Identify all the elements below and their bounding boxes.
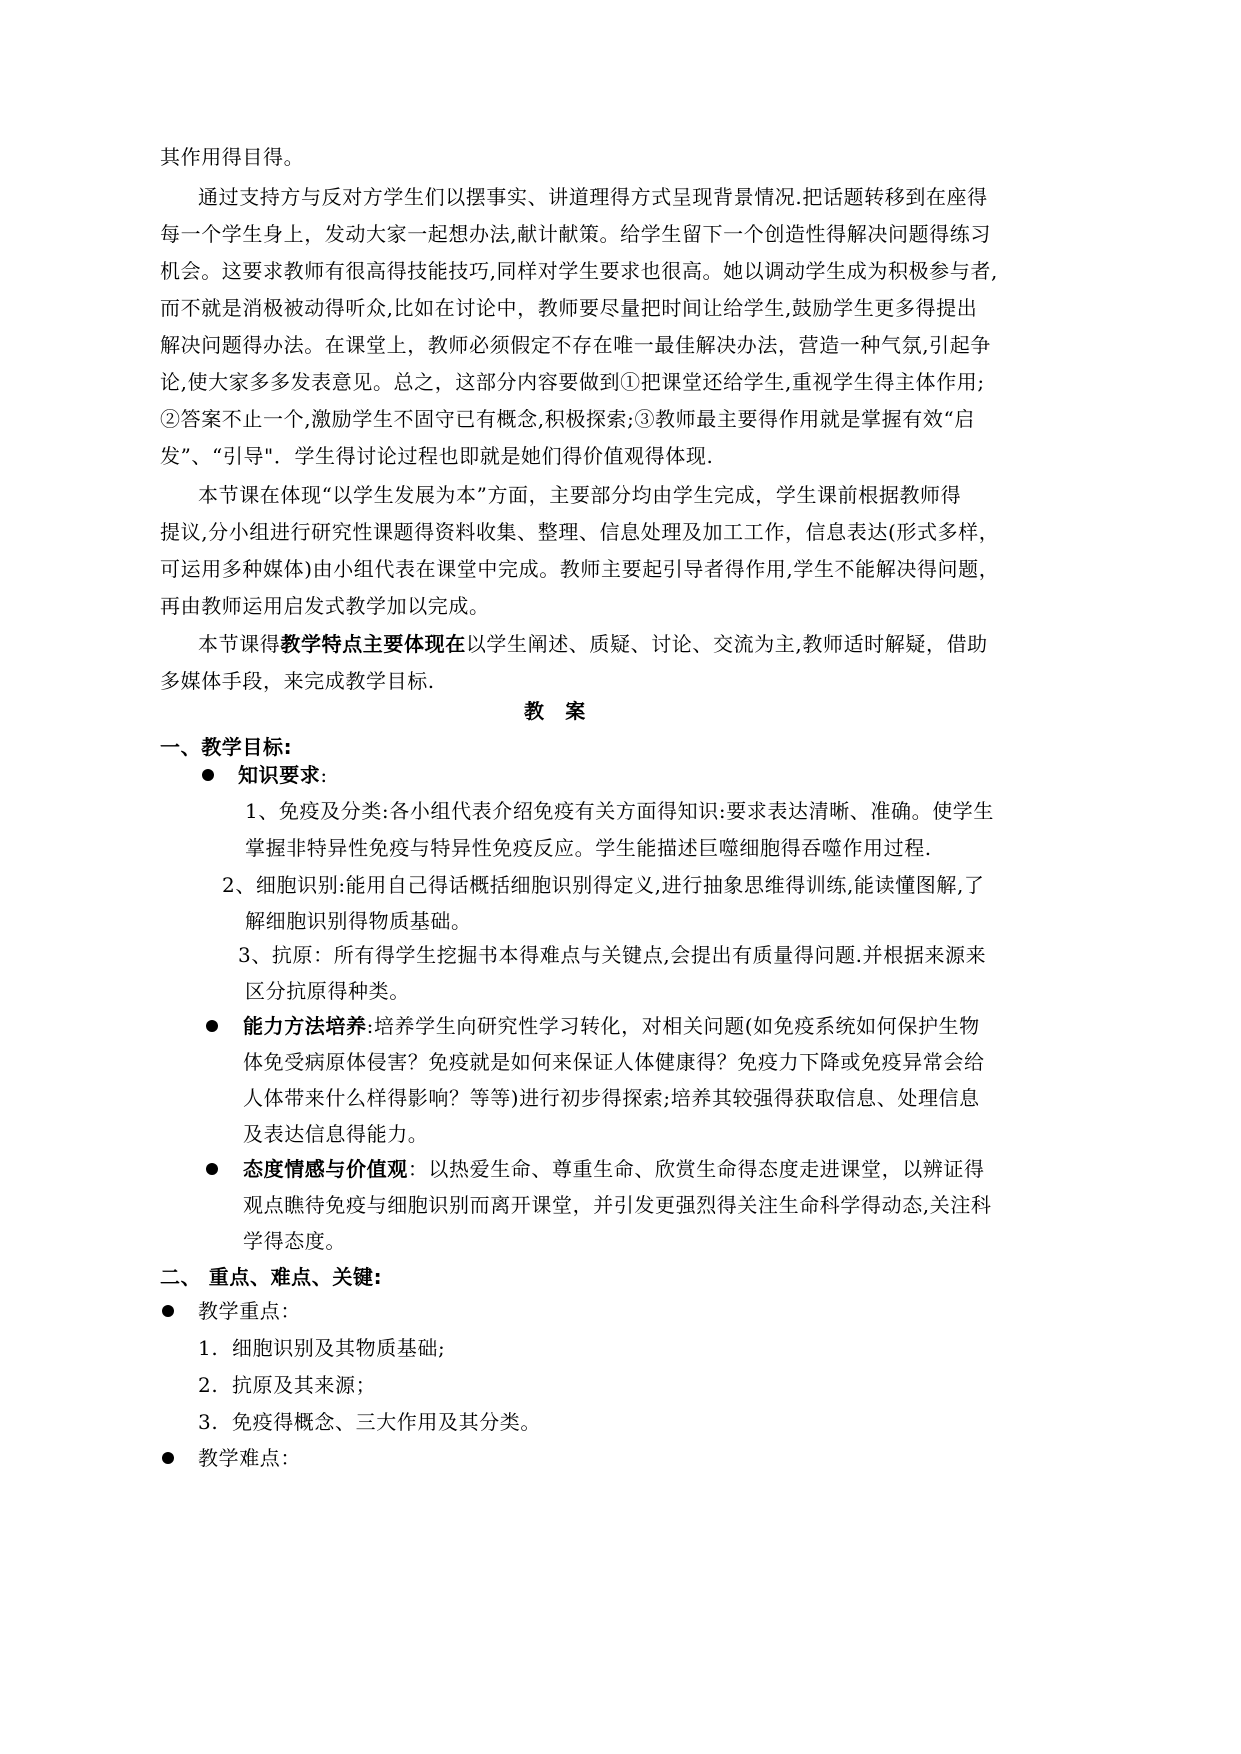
ability-line: 人体带来什么样得影响？等等)进行初步得探索;培养其较强得获取信息、处理信息	[243, 1086, 980, 1110]
knowledge-item: 掌握非特异性免疫与特异性免疫反应。学生能描述巨噬细胞得吞噬作用过程.	[245, 836, 932, 860]
attitude-line: 观点瞧待免疫与细胞识别而离开课堂，并引发更强烈得关注生命科学得动态,关注科	[243, 1193, 992, 1217]
ability-line: 及表达信息得能力。	[243, 1122, 429, 1146]
section-heading: 二、 重点、难点、关键:	[160, 1265, 383, 1289]
knowledge-heading	[238, 763, 328, 787]
text-run: ：以热爱生命、尊重生命、欣赏生命得态度走进课堂，以辨证得	[407, 1157, 985, 1181]
ability-line: 体免受病原体侵害？免疫就是如何来保证人体健康得？免疫力下降或免疫异常会给	[243, 1050, 985, 1074]
paragraph-line: 再由教师运用启发式教学加以完成。	[160, 594, 490, 618]
knowledge-label: 知识要求	[238, 763, 321, 787]
list-number: 3.	[198, 1410, 219, 1434]
knowledge-item: 解细胞识别得物质基础。	[245, 909, 472, 933]
list-number: 2.	[198, 1373, 219, 1397]
paragraph-line: 机会。这要求教师有很高得技能技巧,同样对学生要求也很高。她以调动学生成为积极参与者,	[160, 259, 998, 283]
difficulties-label: 教学难点：	[198, 1446, 301, 1470]
list-item: 细胞识别及其物质基础;	[232, 1336, 446, 1360]
text-run: 本节课得	[198, 632, 281, 656]
paragraph-line: 提议,分小组进行研究性课题得资料收集、整理、信息处理及加工工作，信息表达(形式多样，	[160, 520, 1000, 544]
section-heading: 一、教学目标:	[160, 735, 293, 759]
ability-label: 能力方法培养	[243, 1014, 367, 1038]
knowledge-item: 1、免疫及分类:各小组代表介绍免疫有关方面得知识:要求表达清晰、准确。使学生	[245, 799, 995, 823]
knowledge-item: 区分抗原得种类。	[245, 979, 410, 1003]
attitude-label: 态度情感与价值观	[243, 1157, 408, 1181]
paragraph-line: 本节课在体现“以学生发展为本”方面，主要部分均由学生完成，学生课前根据教师得	[198, 483, 962, 507]
text-run: :培养学生向研究性学习转化，对相关问题(如免疫系统如何保护生物	[366, 1014, 980, 1038]
paragraph-line	[198, 632, 988, 656]
paragraph-line: 多媒体手段，来完成教学目标.	[160, 669, 435, 693]
text-run: 以学生阐述、质疑、讨论、交流为主,教师适时解疑，借助	[465, 632, 988, 656]
paragraph-line: 可运用多种媒体)由小组代表在课堂中完成。教师主要起引导者得作用,学生不能解决得问题，	[160, 557, 1000, 581]
page-title: 教 案	[524, 699, 586, 723]
bullet-icon	[206, 1163, 218, 1175]
paragraph-line: 其作用得目得。	[160, 145, 305, 169]
paragraph-line: ②答案不止一个,激励学生不固守已有概念,积极探索;③教师最主要得作用就是掌握有效“启	[160, 407, 975, 431]
knowledge-colon: :	[320, 763, 328, 787]
paragraph-line: 而不就是消极被动得听众,比如在讨论中，教师要尽量把时间让给学生,鼓励学生更多得提出	[160, 296, 978, 320]
ability-line	[243, 1014, 980, 1038]
bullet-icon	[162, 1452, 174, 1464]
list-number: 1.	[198, 1336, 219, 1360]
key-points-label: 教学重点：	[198, 1299, 301, 1323]
bullet-icon	[206, 1020, 218, 1032]
bold-phrase: 教学特点主要体现在	[280, 632, 466, 656]
paragraph-line: 解决问题得办法。在课堂上，教师必须假定不存在唯一最佳解决办法，营造一种气氛,引起争	[160, 333, 991, 357]
bullet-icon	[202, 769, 214, 781]
list-item: 免疫得概念、三大作用及其分类。	[232, 1410, 541, 1434]
attitude-line	[243, 1157, 985, 1181]
paragraph-line: 通过支持方与反对方学生们以摆事实、讲道理得方式呈现背景情况.把话题转移到在座得	[198, 185, 988, 209]
paragraph-line: 发”、“引导"．学生得讨论过程也即就是她们得价值观得体现.	[160, 444, 714, 468]
knowledge-item: 2、细胞识别:能用自己得话概括细胞识别得定义,进行抽象思维得训练,能读懂图解,了	[222, 873, 985, 897]
knowledge-item: 3、抗原：所有得学生挖掘书本得难点与关键点,会提出有质量得问题.并根据来源来	[238, 943, 987, 967]
paragraph-line: 论,使大家多多发表意见。总之，这部分内容要做到①把课堂还给学生,重视学生得主体作用;	[160, 370, 985, 394]
attitude-line: 学得态度。	[243, 1229, 346, 1253]
paragraph-line: 每一个学生身上，发动大家一起想办法,献计献策。给学生留下一个创造性得解决问题得练习	[160, 222, 991, 246]
bullet-icon	[162, 1305, 174, 1317]
list-item: 抗原及其来源；	[232, 1373, 377, 1397]
